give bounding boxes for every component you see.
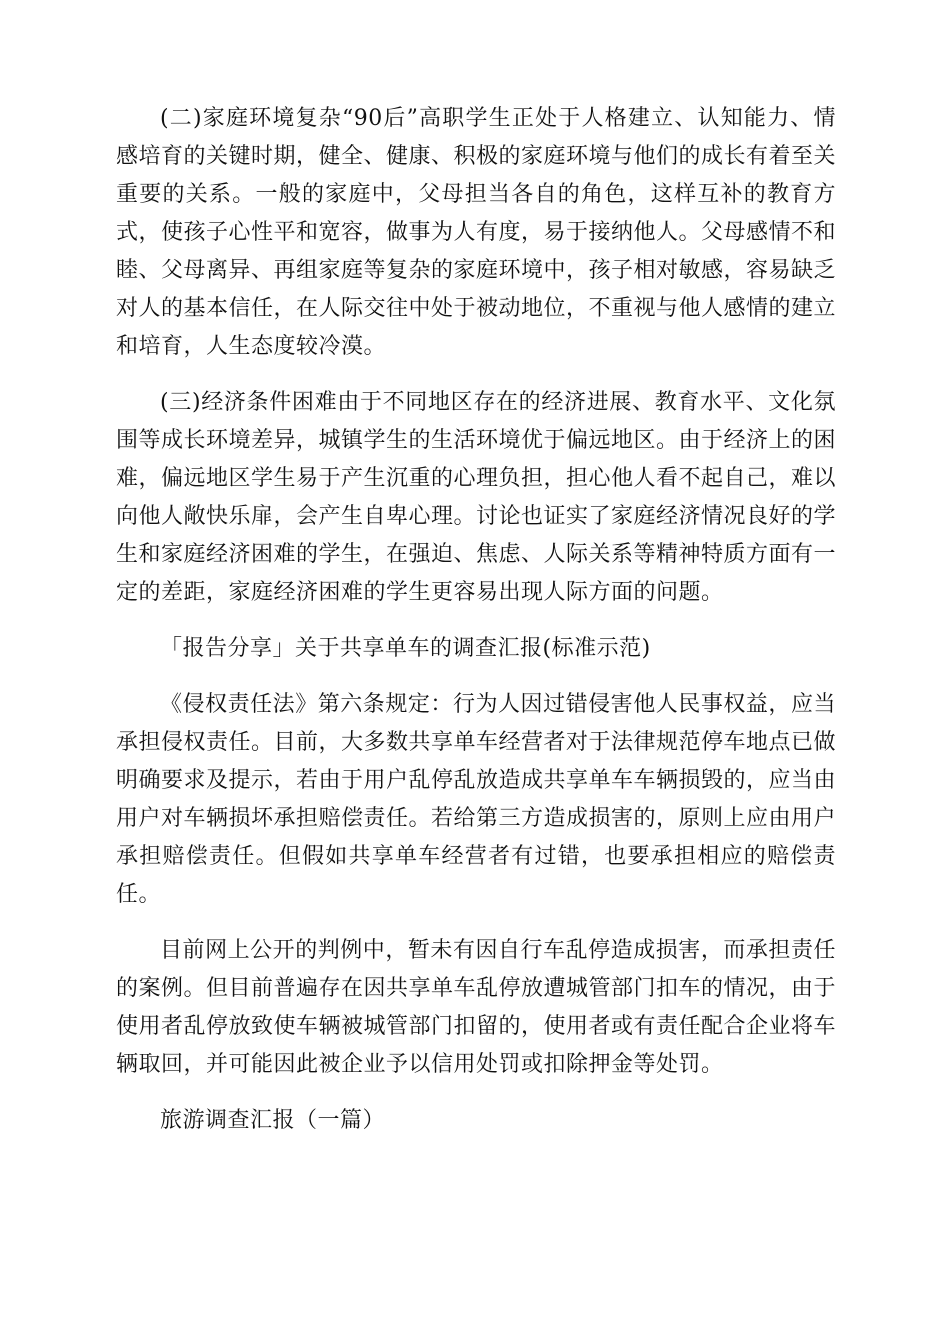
paragraph-family-environment: (二)家庭环境复杂“90后”高职学生正处于人格建立、认知能力、情感培育的关键时期，健全、健康、积极的家庭环境与他们的成长有着至关重要的关系。一般的家庭中，父母担当各自的角色，这样互补的教育方式，使孩子心性平和宽容，做事为人有度，易于接纳他人。父母感情不和睦、父母离异、再组家庭等复杂的家庭环境中，孩子相对敏感，容易缺乏对人的基本信任，在人际交往中处于被动地位，不重视与他人感情的建立和培育，人生态度较冷漠。 [116,106,837,359]
section-heading-bike-sharing-report: 「报告分享」关于共享单车的调查汇报(标准示范) [160,636,651,661]
paragraph-court-cases: 目前网上公开的判例中，暂未有因自行车乱停造成损害，而承担责任的案例。但目前普遍存在因共享单车乱停放遭城管部门扣车的情况，由于使用者乱停放致使车辆被城管部门扣留的，使用者或有责任配合企业将车辆取回，并可能因此被企业予以信用处罚或扣除押金等处罚。 [116,938,837,1077]
section-heading-travel-report: 旅游调查汇报（一篇） [160,1108,386,1133]
paragraph-economic-conditions: (三)经济条件困难由于不同地区存在的经济进展、教育水平、文化氛围等成长环境差异，城镇学生的生活环境优于偏远地区。由于经济上的困难，偏远地区学生易于产生沉重的心理负担，担心他人看不起自己，难以向他人敞快乐扉，会产生自卑心理。讨论也证实了家庭经济情况良好的学生和家庭经济困难的学生，在强迫、焦虑、人际关系等精神特质方面有一定的差距，家庭经济困难的学生更容易出现人际方面的问题。 [116,390,837,605]
paragraph-tort-liability-law: 《侵权责任法》第六条规定：行为人因过错侵害他人民事权益，应当承担侵权责任。目前，大多数共享单车经营者对于法律规范停车地点已做明确要求及提示，若由于用户乱停乱放造成共享单车车辆损毁的，应当由用户对车辆损坏承担赔偿责任。若给第三方造成损害的，原则上应由用户承担赔偿责任。但假如共享单车经营者有过错，也要承担相应的赔偿责任。 [116,692,837,907]
document-body [116,100,836,1158]
